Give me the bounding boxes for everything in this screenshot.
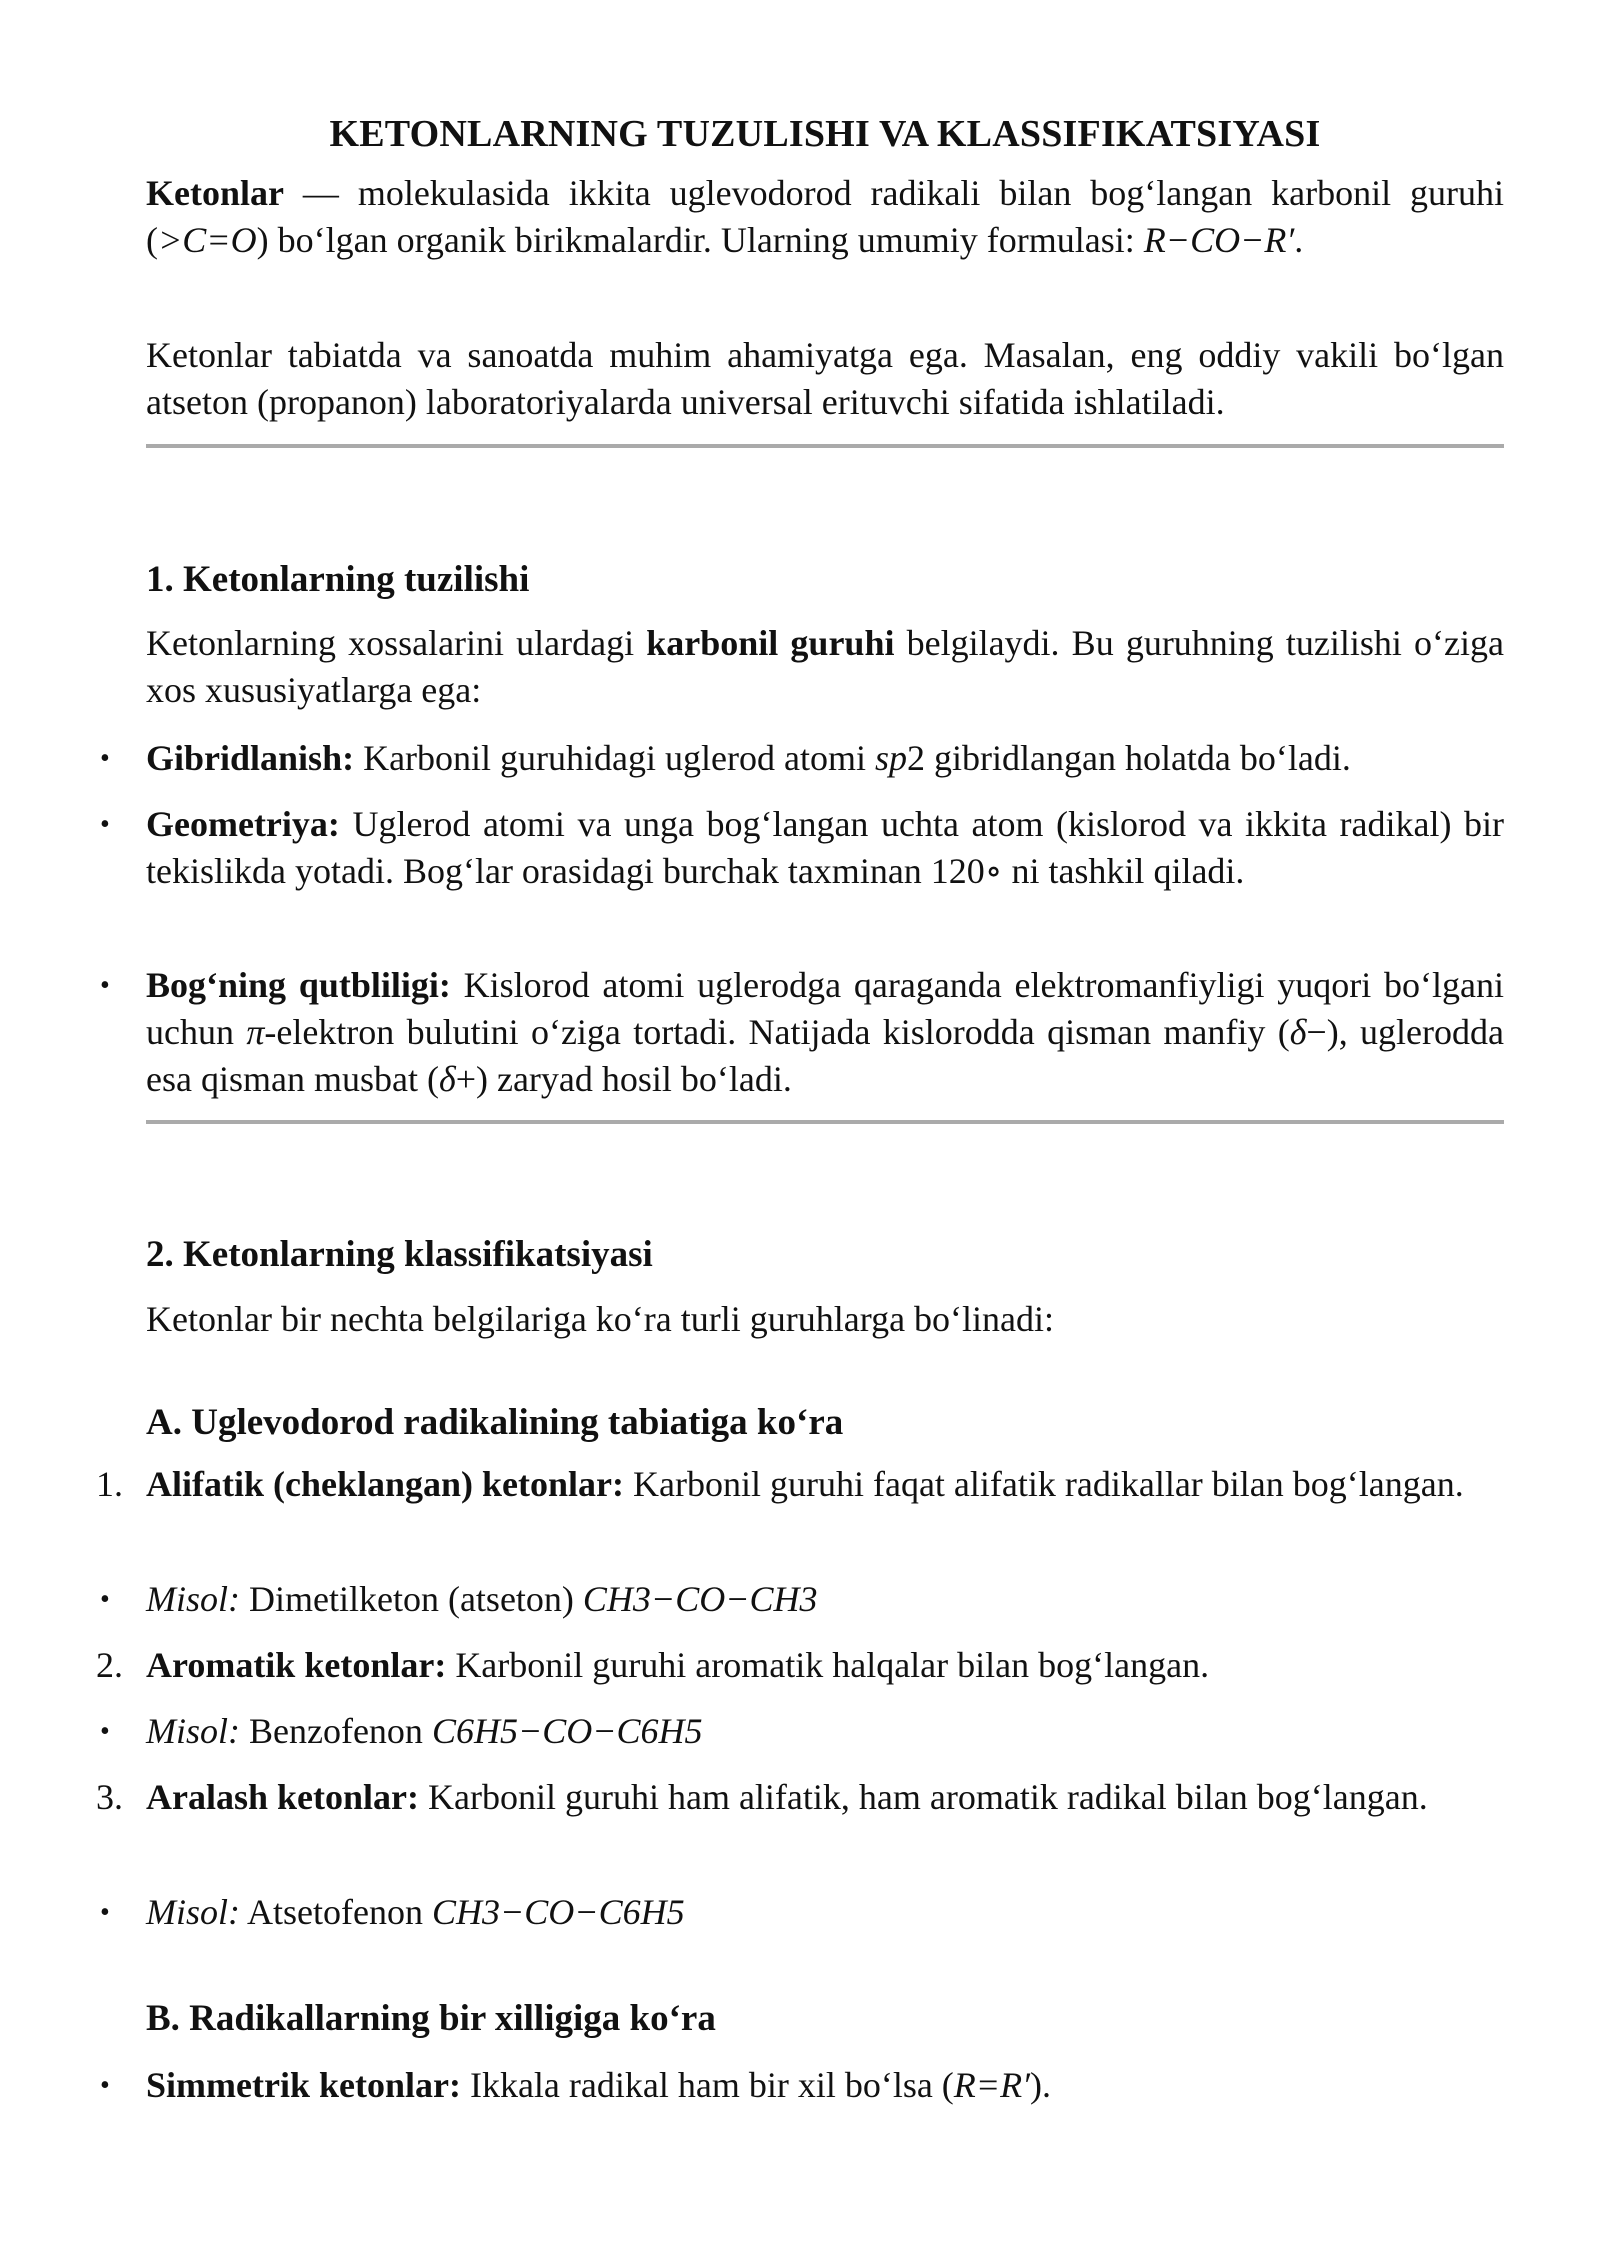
intro-paragraph-1 bbox=[146, 170, 1504, 264]
item-label: Aromatik ketonlar: bbox=[146, 1645, 447, 1685]
bullet-dot: • bbox=[100, 1584, 110, 1615]
intro-text-2: Ketonlar tabiatda va sanoatda muhim ahamiyatga ega. Masalan, eng oddiy vakili bo‘lgan atseton (propanon) laboratoriyalarda universal erituvchi sifatida ishlatiladi. bbox=[146, 335, 1504, 422]
bullet-text: -elektron bulutini o‘ziga tortadi. Natijada kislorodda qisman manfiy ( bbox=[264, 1012, 1290, 1052]
example-formula: CH3−CO−C6H5 bbox=[431, 1892, 685, 1932]
delta-symbol: δ bbox=[438, 1059, 456, 1099]
item-number: 1. bbox=[96, 1464, 123, 1504]
divider-2 bbox=[146, 1120, 1504, 1124]
bullet-text: −), uglerodda esa qisman musbat ( bbox=[146, 1012, 1504, 1099]
intro-text-a: — molekulasida ikkita uglevodorod radikali bilan bog‘langan karbonil guruhi ( bbox=[146, 173, 1504, 260]
example-1 bbox=[100, 1576, 1504, 1623]
bullet-label: Simmetrik ketonlar: bbox=[146, 2065, 461, 2105]
document-title: KETONLARNING TUZULISHI VA KLASSIFIKATSIYASI bbox=[329, 113, 1321, 155]
bullet-dot: • bbox=[100, 1716, 110, 1747]
term-ketonlar: Ketonlar bbox=[146, 173, 284, 213]
divider-1 bbox=[146, 444, 1504, 448]
bullet-simmetrik bbox=[100, 2062, 1504, 2109]
bullet-label: Geometriya: bbox=[146, 804, 340, 844]
bullet-text: +) zaryad hosil bo‘ladi. bbox=[455, 1059, 792, 1099]
misol-label: Misol: bbox=[146, 1892, 240, 1932]
numbered-item-1 bbox=[96, 1461, 1504, 1508]
carbonyl-formula: >C=O bbox=[158, 220, 257, 260]
bullet-text: Ikkala radikal ham bir xil bo‘lsa ( bbox=[460, 2065, 954, 2105]
misol-label: Misol: bbox=[146, 1711, 240, 1751]
numbered-item-2 bbox=[96, 1642, 1504, 1689]
intro-text-c: . bbox=[1294, 220, 1304, 260]
item-label: Alifatik (cheklangan) ketonlar: bbox=[146, 1464, 625, 1504]
bullet-dot: • bbox=[100, 970, 110, 1001]
section2-lead-text: Ketonlar bir nechta belgilariga ko‘ra turli guruhlarga bo‘linadi: bbox=[146, 1299, 1055, 1339]
example-3 bbox=[100, 1889, 1504, 1936]
example-formula: C6H5−CO−C6H5 bbox=[431, 1711, 703, 1751]
intro-text-b: ) bo‘lgan organik birikmalardir. Ularning umumiy formulasi: bbox=[256, 220, 1144, 260]
item-number: 3. bbox=[96, 1777, 123, 1817]
bullet-qutblilik bbox=[100, 962, 1504, 1103]
item-text: Karbonil guruhi aromatik halqalar bilan bog‘langan. bbox=[446, 1645, 1210, 1685]
example-name: Dimetilketon (atseton) bbox=[240, 1579, 583, 1619]
bullet-text: 2 gibridlangan holatda bo‘ladi. bbox=[907, 738, 1351, 778]
item-text: Karbonil guruhi faqat alifatik radikallar bilan bog‘langan. bbox=[624, 1464, 1464, 1504]
section1-heading: 1. Ketonlarning tuzilishi bbox=[146, 559, 530, 600]
bullet-italic: sp bbox=[874, 738, 907, 778]
general-formula: R−CO−R′ bbox=[1143, 220, 1295, 260]
bullet-gibridlanish bbox=[100, 735, 1504, 782]
section1-lead-a: Ketonlarning xossalarini ulardagi bbox=[146, 623, 647, 663]
example-formula: CH3−CO−CH3 bbox=[582, 1579, 818, 1619]
bullet-geometriya bbox=[100, 801, 1504, 895]
item-number: 2. bbox=[96, 1645, 123, 1685]
intro-paragraph-2 bbox=[146, 332, 1504, 426]
section2-heading: 2. Ketonlarning klassifikatsiyasi bbox=[146, 1234, 653, 1275]
bullet-text: Karbonil guruhidagi uglerod atomi bbox=[354, 738, 875, 778]
bullet-dot: • bbox=[100, 1897, 110, 1928]
bullet-dot: • bbox=[100, 2070, 110, 2101]
bullet-dot: • bbox=[100, 809, 110, 840]
section2-lead bbox=[146, 1296, 1504, 1343]
symmetry-formula: R=R′ bbox=[953, 2065, 1030, 2105]
subsection-b-heading: B. Radikallarning bir xilligiga ko‘ra bbox=[146, 1998, 716, 2039]
item-label: Aralash ketonlar: bbox=[146, 1777, 419, 1817]
pi-symbol: π bbox=[246, 1012, 265, 1052]
section1-lead-b: belgilaydi. Bu guruhning tuzilishi o‘ziga xos xususiyatlarga ega: bbox=[146, 623, 1504, 710]
bullet-label: Bog‘ning qutbliligi: bbox=[146, 965, 451, 1005]
misol-label: Misol: bbox=[146, 1579, 240, 1619]
example-name: Benzofenon bbox=[240, 1711, 432, 1751]
section1-lead bbox=[146, 620, 1504, 714]
bullet-dot: • bbox=[100, 743, 110, 774]
subsection-a-heading: A. Uglevodorod radikalining tabiatiga ko‘ra bbox=[146, 1402, 844, 1443]
example-name: Atsetofenon bbox=[240, 1892, 432, 1932]
item-text: Karbonil guruhi ham alifatik, ham aromatik radikal bilan bog‘langan. bbox=[419, 1777, 1428, 1817]
bullet-text: Kislorod atomi uglerodga qaraganda elektromanfiyligi yuqori bo‘lgani uchun bbox=[146, 965, 1504, 1052]
example-2 bbox=[100, 1708, 1504, 1755]
bullet-text: Uglerod atomi va unga bog‘langan uchta atom (kislorod va ikkita radikal) bir tekislikda yotadi. Bog‘lar orasidagi burchak taxminan 120∘ ni tashkil qiladi. bbox=[146, 804, 1504, 891]
delta-symbol: δ bbox=[1289, 1012, 1307, 1052]
numbered-item-3 bbox=[96, 1774, 1504, 1821]
bullet-text: ). bbox=[1029, 2065, 1051, 2105]
bullet-label: Gibridlanish: bbox=[146, 738, 355, 778]
section1-lead-bold: karbonil guruhi bbox=[646, 623, 895, 663]
